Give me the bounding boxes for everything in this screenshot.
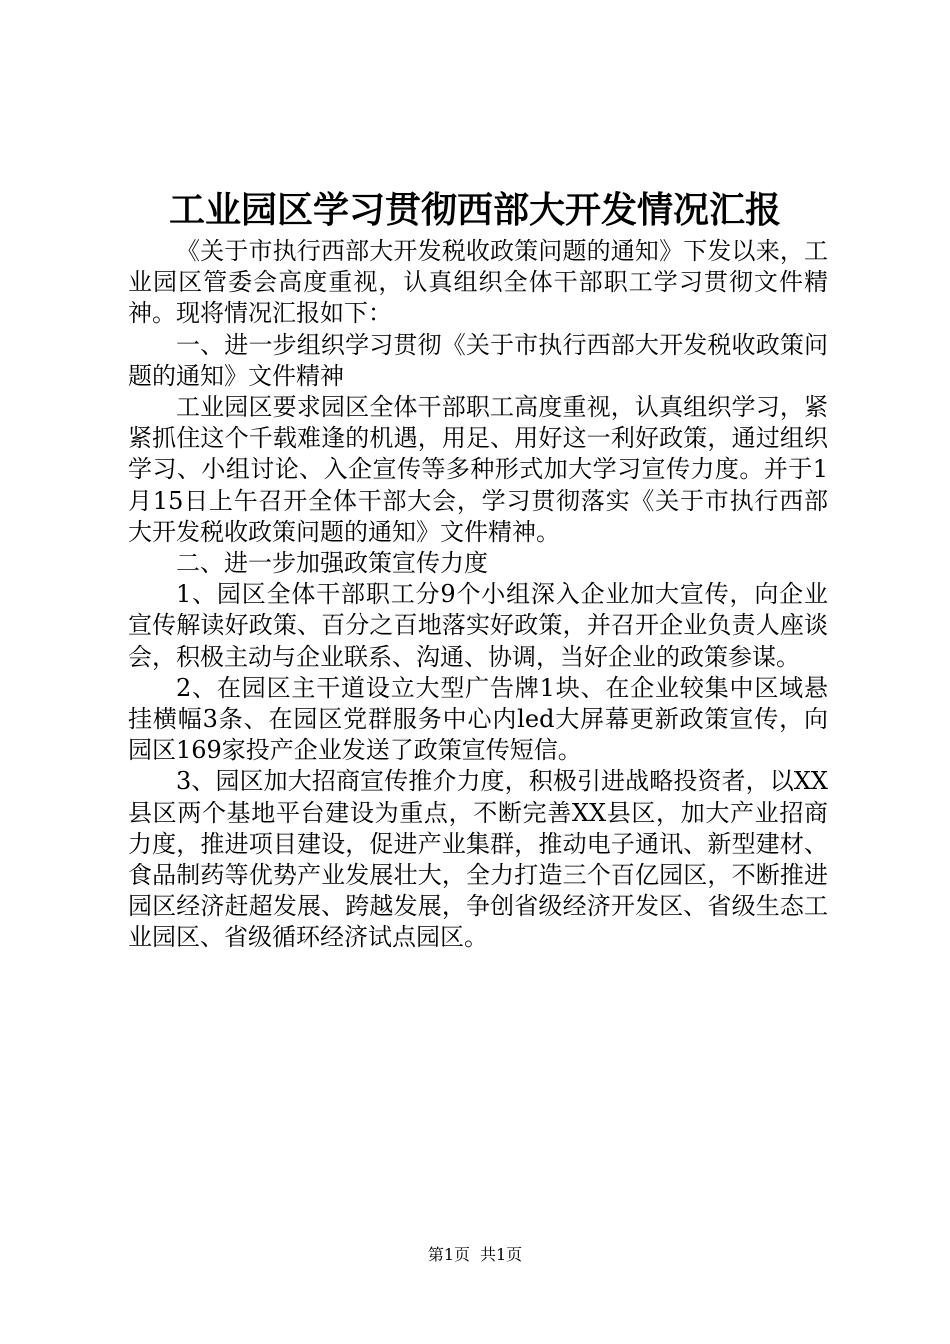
- page-footer: [0, 1244, 950, 1266]
- section-heading-2: 二、进一步加强政策宣传力度: [176, 549, 488, 578]
- document-body: [128, 236, 828, 954]
- paragraph-section-1: 工业园区要求园区全体干部职工高度重视，认真组织学习，紧紧抓住这个千载难逢的机遇，用足、用好这一利好政策，通过组织学习、小组讨论、入企宣传等多种形式加大学习宣传力度。并于1月15日上午召开全体干部大会，学习贯彻落实《关于市执行西部大开发税收政策问题的通知》文件精神。: [128, 393, 828, 546]
- paragraph-item-1: 1、园区全体干部职工分9个小组深入企业加大宣传，向企业宣传解读好政策、百分之百地落实好政策，并召开企业负责人座谈会，积极主动与企业联系、沟通、协调，当好企业的政策参谋。: [128, 580, 828, 671]
- page-number: 第1页: [427, 1245, 470, 1264]
- document-title: 工业园区学习贯彻西部大开发情况汇报: [168, 189, 781, 231]
- paragraph-item-3: 3、园区加大招商宣传推介力度，积极引进战略投资者，以XX县区两个基地平台建设为重点，不断完善XX县区，加大产业招商力度，推进项目建设，促进产业集群，推动电子通讯、新型建材、食品制药等优势产业发展壮大，全力打造三个百亿园区，不断推进园区经济赶超发展、跨越发展，争创省级经济开发区、省级生态工业园区、省级循环经济试点园区。: [128, 767, 828, 952]
- section-heading-1: 一、进一步组织学习贯彻《关于市执行西部大开发税收政策问题的通知》文件精神: [128, 330, 828, 390]
- paragraph-item-2: 2、在园区主干道设立大型广告牌1块、在企业较集中区域悬挂横幅3条、在园区党群服务中心内led大屏幕更新政策宣传，向园区169家投产企业发送了政策宣传短信。: [128, 673, 828, 765]
- page-total: 共1页: [480, 1245, 523, 1264]
- paragraph-intro: 《关于市执行西部大开发税收政策问题的通知》下发以来，工业园区管委会高度重视，认真组织全体干部职工学习贯彻文件精神。现将情况汇报如下：: [128, 237, 828, 328]
